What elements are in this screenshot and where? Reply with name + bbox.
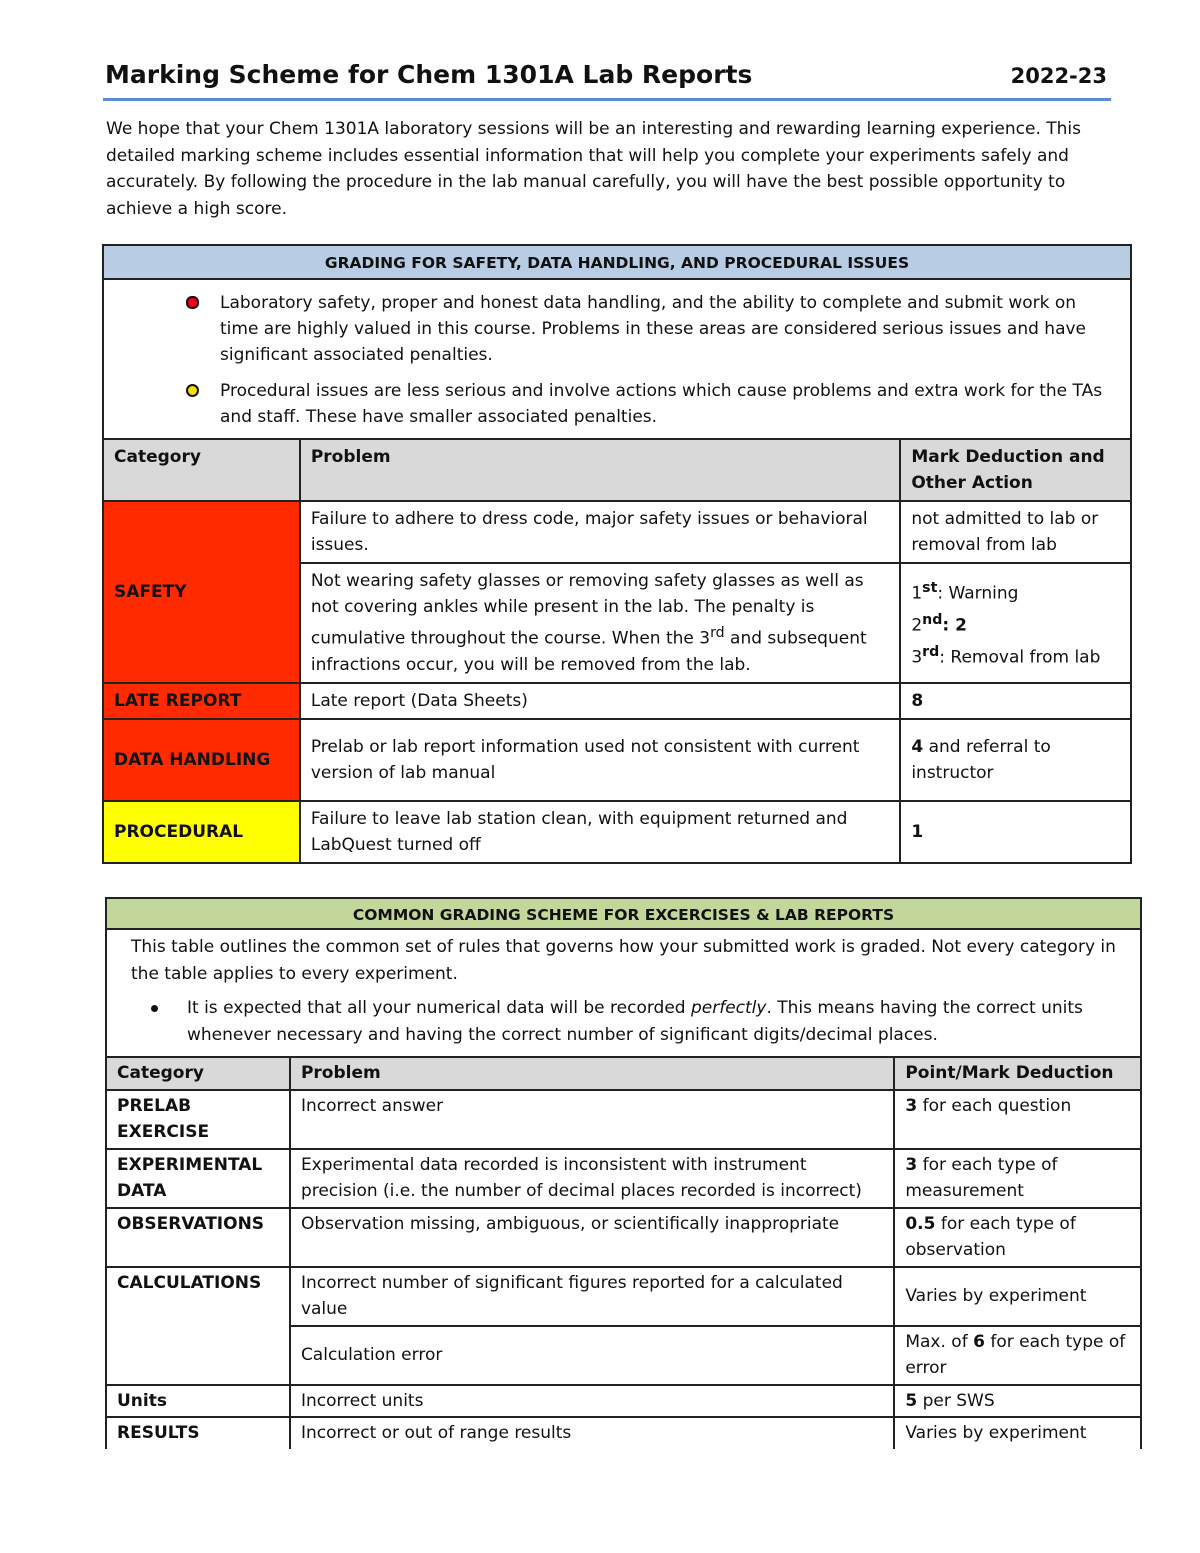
category-prelab: PRELAB EXERCISE	[106, 1090, 290, 1149]
academic-year: 2022-23	[1010, 64, 1107, 88]
title-bar	[103, 58, 1111, 101]
common-notes	[106, 929, 1141, 1057]
category-observations: OBSERVATIONS	[106, 1208, 290, 1267]
observations-problem: Observation missing, ambiguous, or scientifically inappropriate	[290, 1208, 894, 1267]
category-results: RESULTS	[106, 1417, 290, 1449]
col-header-problem: Problem	[300, 439, 900, 501]
common-intro: This table outlines the common set of rules that governs how your submitted work is graded. Not every category in the table applies to every experiment.	[131, 937, 1116, 984]
data-handling-action: 4 and referral to instructor	[900, 719, 1131, 801]
intro-paragraph: We hope that your Chem 1301A laboratory sessions will be an interesting and rewarding learning experience. This detailed marking scheme includes essential information that will help you complete your experiments safely and accurately. By following the procedure in the lab manual carefully, you will have the best possible opportunity to achieve a high score.	[106, 119, 1081, 219]
col-header-category: Category	[106, 1057, 290, 1090]
safety-penalty-list: 1st: Warning 2nd: 2 3rd: Removal from lab	[900, 563, 1131, 683]
procedural-problem: Failure to leave lab station clean, with equipment returned and LabQuest turned off	[300, 801, 900, 863]
calculations-problem-sig-figs: Incorrect number of significant figures reported for a calculated value	[290, 1267, 894, 1326]
col-header-problem: Problem	[290, 1057, 894, 1090]
safety-problem-dress-code: Failure to adhere to dress code, major safety issues or behavioral issues.	[300, 501, 900, 563]
experimental-data-deduction: 3 for each type of measurement	[894, 1149, 1141, 1208]
safety-note-serious: Laboratory safety, proper and honest data handling, and the ability to complete and submit work on time are highly valued in this course. Problems in these areas are considered serious issues and have significant associated penalties.	[220, 293, 1087, 365]
yellow-bullet-icon	[186, 384, 199, 397]
category-safety: SAFETY	[103, 501, 300, 683]
category-experimental-data: EXPERIMENTAL DATA	[106, 1149, 290, 1208]
category-units: Units	[106, 1385, 290, 1418]
col-header-deduction: Point/Mark Deduction	[894, 1057, 1141, 1090]
data-handling-problem: Prelab or lab report information used not consistent with current version of lab manual	[300, 719, 900, 801]
calculations-deduction-error: Max. of 6 for each type of error	[894, 1326, 1141, 1385]
calculations-problem-error: Calculation error	[290, 1326, 894, 1385]
common-grading-table	[105, 897, 1142, 1449]
category-data-handling: DATA HANDLING	[103, 719, 300, 801]
page-title: Marking Scheme for Chem 1301A Lab Reports	[105, 60, 753, 89]
safety-action-dress-code: not admitted to lab or removal from lab	[900, 501, 1131, 563]
safety-problem-glasses: Not wearing safety glasses or removing safety glasses as well as not covering ankles while present in the lab. The penalty is cumulative throughout the course. When the 3rd and subsequent infractions occur, you will be removed from the lab.	[300, 563, 900, 683]
units-deduction: 5 per SWS	[894, 1385, 1141, 1418]
safety-note-procedural: Procedural issues are less serious and involve actions which cause problems and extra work for the TAs and staff. These have smaller associated penalties.	[220, 381, 1103, 427]
category-late-report: LATE REPORT	[103, 683, 300, 719]
prelab-deduction: 3 for each question	[894, 1090, 1141, 1149]
late-report-problem: Late report (Data Sheets)	[300, 683, 900, 719]
results-deduction: Varies by experiment	[894, 1417, 1141, 1449]
late-report-action: 8	[900, 683, 1131, 719]
experimental-data-problem: Experimental data recorded is inconsistent with instrument precision (i.e. the number of decimal places recorded is incorrect)	[290, 1149, 894, 1208]
col-header-action: Mark Deduction and Other Action	[900, 439, 1131, 501]
col-header-category: Category	[103, 439, 300, 501]
safety-grading-table	[102, 244, 1132, 864]
bullet-icon	[151, 1005, 158, 1012]
common-bullet: It is expected that all your numerical data will be recorded perfectly. This means having the correct units whenever necessary and having the correct number of significant digits/decimal places.	[187, 998, 1083, 1045]
results-problem: Incorrect or out of range results	[290, 1417, 894, 1449]
prelab-problem: Incorrect answer	[290, 1090, 894, 1149]
category-procedural: PROCEDURAL	[103, 801, 300, 863]
procedural-action: 1	[900, 801, 1131, 863]
common-table-heading: COMMON GRADING SCHEME FOR EXCERCISES & LAB REPORTS	[106, 898, 1141, 929]
safety-table-heading: GRADING FOR SAFETY, DATA HANDLING, AND PROCEDURAL ISSUES	[103, 245, 1131, 279]
category-calculations: CALCULATIONS	[106, 1267, 290, 1385]
safety-notes	[103, 279, 1131, 439]
calculations-deduction-sig-figs: Varies by experiment	[894, 1267, 1141, 1326]
observations-deduction: 0.5 for each type of observation	[894, 1208, 1141, 1267]
red-bullet-icon	[186, 296, 199, 309]
units-problem: Incorrect units	[290, 1385, 894, 1418]
